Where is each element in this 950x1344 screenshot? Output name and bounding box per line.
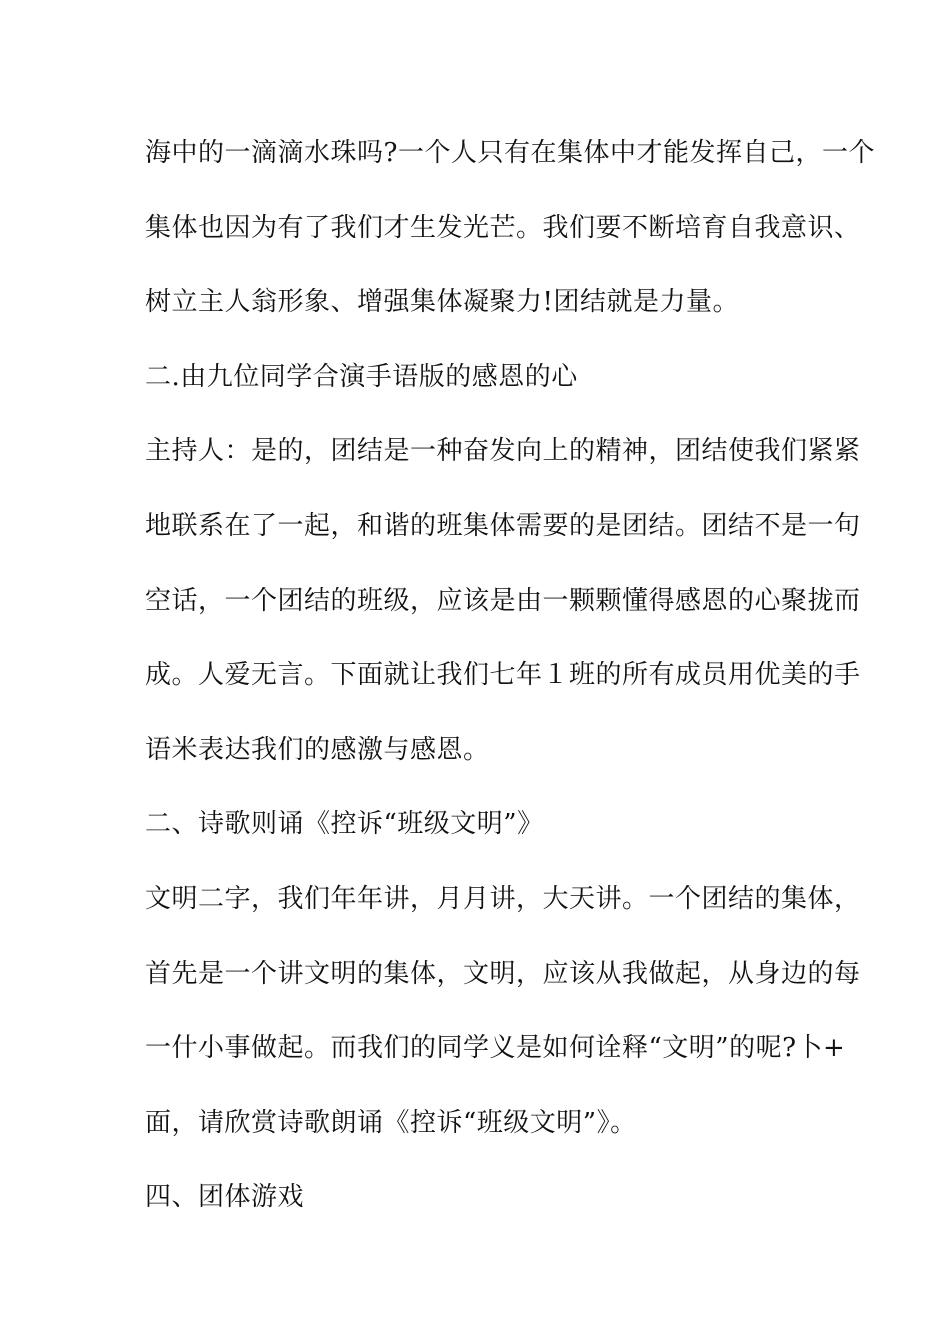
paragraph-line: 主持人：是的，团结是一种奋发向上的精神，团结使我们紧紧 bbox=[145, 436, 861, 467]
section-heading: 二、诗歌则诵《控诉“班级文明”》 bbox=[145, 809, 544, 840]
section-heading: 四、团体游戏 bbox=[145, 1182, 305, 1213]
section-heading: 二.由九位同学合演手语版的感恩的心 bbox=[145, 361, 578, 392]
paragraph-line: 地联系在了一起，和谐的班集体需要的是团结。团结不是一句 bbox=[145, 510, 861, 541]
paragraph-line: 树立主人翁形象、增强集体凝聚力!团结就是力量。 bbox=[145, 287, 739, 318]
paragraph-line: 首先是一个讲文明的集体，文明，应该从我做起，从身边的每 bbox=[145, 958, 861, 989]
paragraph-line: 语米表达我们的感激与感恩。 bbox=[145, 734, 490, 765]
paragraph-line: 海中的一滴滴水珠吗?一个人只有在集体中才能发挥自己，一个 bbox=[145, 138, 875, 168]
document-body bbox=[145, 130, 875, 1249]
paragraph-line: 面，请欣赏诗歌朗诵《控诉“班级文明”》。 bbox=[145, 1107, 637, 1138]
paragraph-line: 集体也因为有了我们才生发光芒。我们要不断培育自我意识、 bbox=[145, 212, 861, 243]
paragraph-line: 成。人爱无言。下面就让我们七年１班的所有成员用优美的手 bbox=[145, 660, 861, 691]
paragraph-line: 空话，一个团结的班级，应该是由一颗颗懂得感恩的心聚拢而 bbox=[145, 585, 861, 616]
paragraph-line: 文明二字，我们年年讲，月月讲，大天讲。一个团结的集体， bbox=[145, 883, 861, 914]
paragraph-line: 一什小事做起。而我们的同学义是如何诠释“文明”的呢?卜+ bbox=[145, 1033, 846, 1064]
